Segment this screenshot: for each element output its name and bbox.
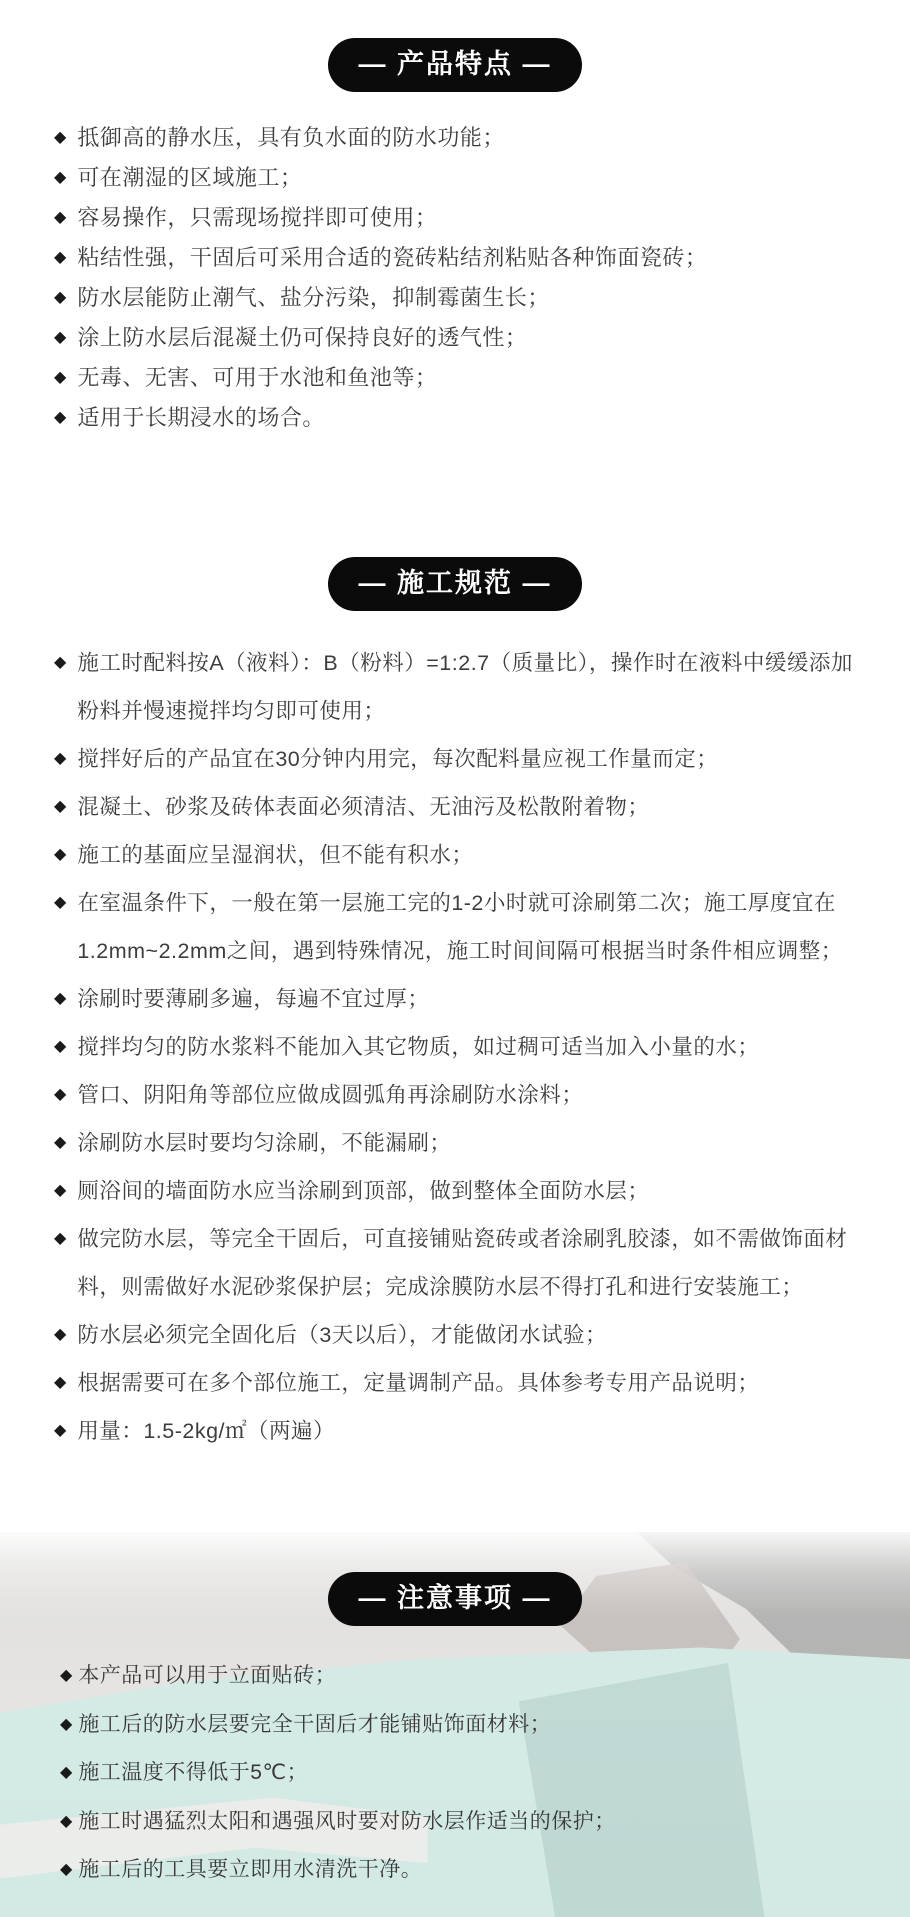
diamond-bullet-icon: ◆ xyxy=(54,1134,67,1151)
diamond-bullet-icon: ◆ xyxy=(54,209,67,226)
diamond-bullet-icon: ◆ xyxy=(54,990,67,1007)
bullet-text: 施工时配料按A（液料）：B（粉料）=1:2.7（质量比），操作时在液料中缓缓添加粉料并慢速搅拌均匀即可使用； xyxy=(77,651,853,723)
bullet-text: 抵御高的静水压，具有负水面的防水功能； xyxy=(77,125,505,150)
bullet-item xyxy=(60,1701,870,1750)
bullet-item xyxy=(54,238,870,278)
bullet-item xyxy=(60,1798,870,1847)
section-precautions xyxy=(0,1532,910,1917)
bullet-text: 厕浴间的墙面防水应当涂刷到顶部，做到整体全面防水层； xyxy=(77,1179,650,1203)
diamond-bullet-icon: ◆ xyxy=(54,369,67,386)
diamond-bullet-icon: ◆ xyxy=(54,329,67,346)
diamond-bullet-icon: ◆ xyxy=(54,249,67,266)
diamond-bullet-icon: ◆ xyxy=(54,846,67,863)
bullet-text: 搅拌好后的产品宜在30分钟内用完，每次配料量应视工作量而定； xyxy=(77,747,719,771)
diamond-bullet-icon: ◆ xyxy=(54,798,67,815)
precautions-title-pill: — 注意事项 — xyxy=(328,1572,581,1626)
bullet-text: 施工后的工具要立即用水清洗干净。 xyxy=(78,1858,423,1881)
precautions-content xyxy=(0,1572,910,1895)
bullet-item xyxy=(54,1359,870,1407)
bullet-text: 粘结性强，干固后可采用合适的瓷砖粘结剂粘贴各种饰面瓷砖； xyxy=(77,245,708,270)
bullet-text: 适用于长期浸水的场合。 xyxy=(77,405,325,430)
bullet-text: 涂刷防水层时要均匀涂刷，不能漏刷； xyxy=(77,1131,452,1155)
bullet-text: 涂刷时要薄刷多遍，每遍不宜过厚； xyxy=(77,987,430,1011)
diamond-bullet-icon: ◆ xyxy=(60,1861,73,1878)
diamond-bullet-icon: ◆ xyxy=(54,894,67,911)
bullet-text: 根据需要可在多个部位施工，定量调制产品。具体参考专用产品说明； xyxy=(77,1371,760,1395)
diamond-bullet-icon: ◆ xyxy=(54,289,67,306)
bullet-item xyxy=(54,1167,870,1215)
diamond-bullet-icon: ◆ xyxy=(60,1764,73,1781)
diamond-bullet-icon: ◆ xyxy=(54,129,67,146)
bullet-item xyxy=(54,398,870,438)
bullet-text: 本产品可以用于立面贴砖； xyxy=(78,1664,337,1687)
bullet-item xyxy=(60,1749,870,1798)
bullet-text: 防水层能防止潮气、盐分污染，抑制霉菌生长； xyxy=(77,285,550,310)
construction-specs-title-pill: — 施工规范 — xyxy=(328,557,581,611)
diamond-bullet-icon: ◆ xyxy=(60,1667,73,1684)
bullet-text: 可在潮湿的区域施工； xyxy=(77,165,303,190)
bullet-text: 无毒、无害、可用于水池和鱼池等； xyxy=(77,365,438,390)
diamond-bullet-icon: ◆ xyxy=(54,1230,67,1247)
bullet-item xyxy=(54,975,870,1023)
bullet-text: 防水层必须完全固化后（3天以后），才能做闭水试验； xyxy=(77,1323,608,1347)
bullet-text: 容易操作，只需现场搅拌即可使用； xyxy=(77,205,438,230)
diamond-bullet-icon: ◆ xyxy=(54,1326,67,1343)
bullet-item xyxy=(54,783,870,831)
bullet-text: 施工的基面应呈湿润状，但不能有积水； xyxy=(77,843,474,867)
bullet-text: 管口、阴阳角等部位应做成圆弧角再涂刷防水涂料； xyxy=(77,1083,584,1107)
diamond-bullet-icon: ◆ xyxy=(54,1038,67,1055)
bullet-item xyxy=(54,1215,870,1311)
construction-specs-list xyxy=(0,639,910,1455)
precautions-list xyxy=(0,1652,910,1895)
bullet-text: 混凝土、砂浆及砖体表面必须清洁、无油污及松散附着物； xyxy=(77,795,650,819)
diamond-bullet-icon: ◆ xyxy=(54,1374,67,1391)
bullet-item xyxy=(54,318,870,358)
diamond-bullet-icon: ◆ xyxy=(54,1422,67,1439)
bullet-text: 在室温条件下，一般在第一层施工完的1-2小时就可涂刷第二次；施工厚度宜在1.2mm~2.2mm之间，遇到特殊情况，施工时间间隔可根据当时条件相应调整； xyxy=(77,891,843,963)
bullet-item xyxy=(54,735,870,783)
bullet-item xyxy=(54,639,870,735)
bullet-item xyxy=(54,358,870,398)
diamond-bullet-icon: ◆ xyxy=(54,169,67,186)
bullet-text: 做完防水层，等完全干固后，可直接铺贴瓷砖或者涂刷乳胶漆，如不需做饰面材料，则需做好水泥砂浆保护层；完成涂膜防水层不得打孔和进行安装施工； xyxy=(77,1227,848,1299)
bullet-text: 施工温度不得低于5℃； xyxy=(78,1761,309,1784)
product-features-list xyxy=(0,118,910,438)
bullet-text: 用量：1.5-2kg/㎡（两遍） xyxy=(77,1419,335,1443)
bullet-item xyxy=(54,1311,870,1359)
diamond-bullet-icon: ◆ xyxy=(54,1086,67,1103)
diamond-bullet-icon: ◆ xyxy=(54,1182,67,1199)
bullet-item xyxy=(54,278,870,318)
section-product-features xyxy=(0,0,910,438)
bullet-text: 施工时遇猛烈太阳和遇强风时要对防水层作适当的保护； xyxy=(78,1809,616,1833)
diamond-bullet-icon: ◆ xyxy=(54,654,67,671)
diamond-bullet-icon: ◆ xyxy=(54,750,67,767)
bullet-item xyxy=(54,1071,870,1119)
bullet-item xyxy=(54,1023,870,1071)
diamond-bullet-icon: ◆ xyxy=(60,1715,73,1733)
bullet-item xyxy=(54,831,870,879)
bullet-item xyxy=(54,1119,870,1167)
bullet-item xyxy=(60,1652,870,1701)
bullet-item xyxy=(54,118,870,158)
diamond-bullet-icon: ◆ xyxy=(60,1812,73,1830)
bullet-item xyxy=(54,1407,870,1455)
bullet-text: 施工后的防水层要完全干固后才能铺贴饰面材料； xyxy=(78,1712,552,1736)
bullet-item xyxy=(54,198,870,238)
bullet-text: 涂上防水层后混凝土仍可保持良好的透气性； xyxy=(77,325,528,350)
bullet-item xyxy=(54,158,870,198)
section-construction-specs xyxy=(0,530,910,1455)
product-features-title-pill: — 产品特点 — xyxy=(328,38,581,92)
bullet-text: 搅拌均匀的防水浆料不能加入其它物质，如过稠可适当加入小量的水； xyxy=(77,1035,760,1059)
diamond-bullet-icon: ◆ xyxy=(54,409,67,426)
bullet-item xyxy=(54,879,870,975)
bullet-item xyxy=(60,1846,870,1895)
